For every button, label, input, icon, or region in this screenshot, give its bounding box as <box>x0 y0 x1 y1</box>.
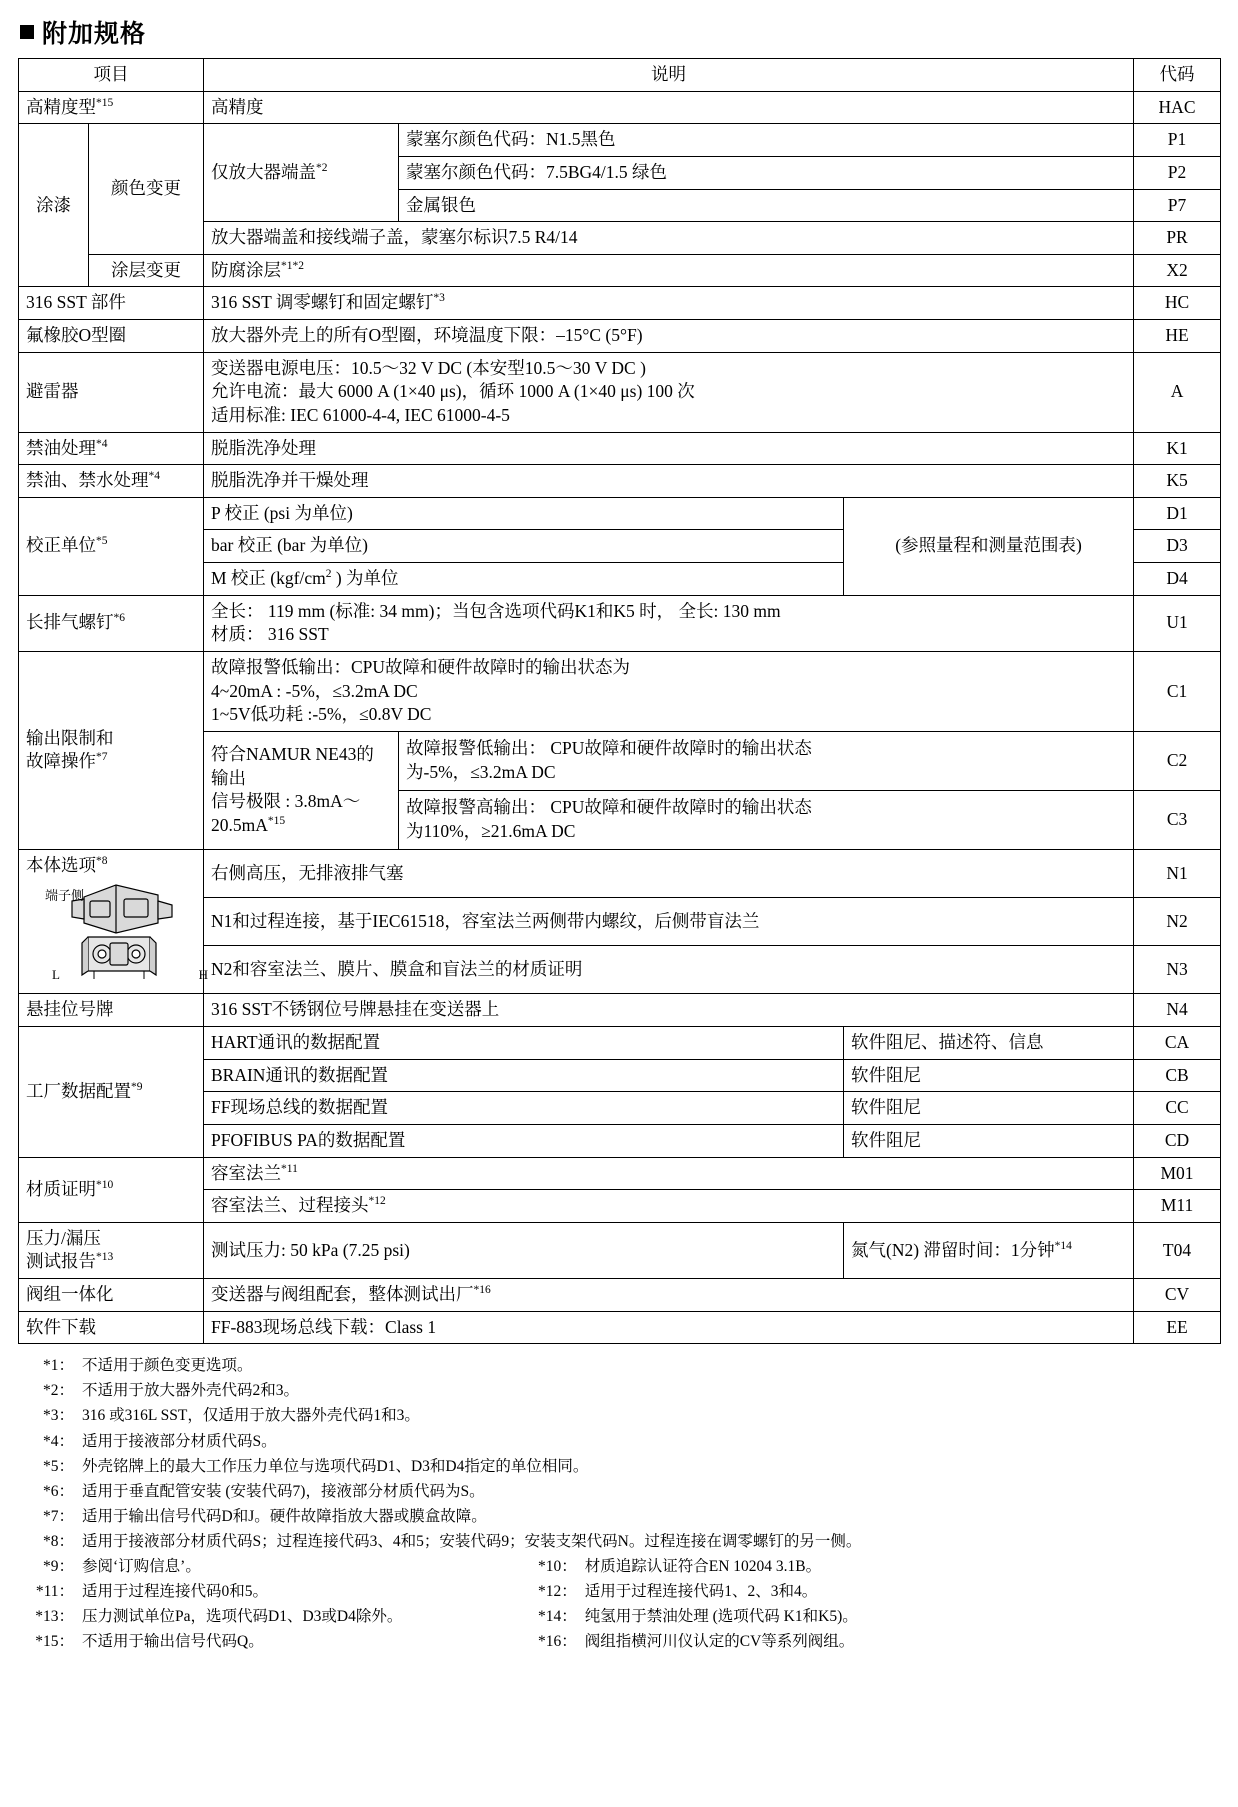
table-row <box>19 1027 1221 1060</box>
col-header-item: 项目 <box>19 59 204 92</box>
row-desc-software: FF-883现场总线下载：Class 1 <box>204 1311 1134 1344</box>
footnote-text: 材质追踪认证符合EN 10204 3.1B。 <box>584 1558 822 1576</box>
row-code-hac: HAC <box>1134 91 1221 124</box>
row-item-factory-config: 工厂数据配置$^{*9}$ <box>19 1027 204 1158</box>
row-desc-n3: N2和容室法兰、膜片、膜盒和盲法兰的材质证明 <box>204 946 1134 994</box>
footnote-text: 适用于过程连接代码1、2、3和4。 <box>584 1583 818 1601</box>
table-row <box>19 254 1221 287</box>
footnote-label: *10： <box>538 1558 577 1576</box>
row-desc-amp-cover: 仅放大器端盖$^{*2}$ <box>204 124 399 222</box>
footnote-text: 适用于接液部分材质代码S；过程连接代码3、4和5；安装代码9；安装支架代码N。过程连接在调零螺钉的另一侧。 <box>82 1533 862 1551</box>
row-desc-n2: N1和过程连接，基于IEC61518，容室法兰两侧带内螺纹，后侧带盲法兰 <box>204 897 1134 945</box>
row-desc-m01: 容室法兰$^{*11}$ <box>204 1157 1134 1190</box>
diagram-label-terminal-side: 端子侧 <box>44 888 84 904</box>
table-row <box>19 320 1221 353</box>
table-row <box>19 352 1221 432</box>
row-desc-k1: 脱脂洗净处理 <box>204 432 1134 465</box>
footnote-label: *5： <box>42 1457 74 1475</box>
additional-spec-table <box>18 58 1221 1344</box>
row-code-p7: P7 <box>1134 189 1221 222</box>
row-desc-oring: 放大器外壳上的所有O型圈，环境温度下限：–15°C (5°F) <box>204 320 1134 353</box>
row-desc-p7: 金属银色 <box>399 189 1134 222</box>
row-desc-pressure-right: 氮气(N2) 滞留时间：1分钟$^{*14}$ <box>844 1222 1134 1278</box>
row-desc-n1: 右侧高压，无排液排气塞 <box>204 849 1134 897</box>
row-code-p1: P1 <box>1134 124 1221 157</box>
footnote <box>18 1504 1220 1529</box>
row-desc-cd-right: 软件阻尼 <box>844 1124 1134 1157</box>
row-item-pressure-test: 压力/漏压 测试报告$^{*13}$ <box>19 1222 204 1278</box>
table-row <box>19 91 1221 124</box>
footnote-label: *11： <box>35 1583 74 1601</box>
row-desc-d1: P 校正 (psi 为单位) <box>204 497 844 530</box>
row-desc-cb: BRAIN通讯的数据配置 <box>204 1059 844 1092</box>
diagram-label-H: H <box>198 966 208 982</box>
row-desc-316sst: 316 SST 调零螺钉和固定螺钉$^{*3}$ <box>204 287 1134 320</box>
footnote-text: 适用于接液部分材质代码S。 <box>82 1432 277 1450</box>
footnote <box>18 1529 1220 1554</box>
footnote-text: 不适用于放大器外壳代码2和3。 <box>82 1382 300 1400</box>
row-code-pressure: T04 <box>1134 1222 1221 1278</box>
row-code-316sst: HC <box>1134 287 1221 320</box>
row-code-d4: D4 <box>1134 563 1221 596</box>
footnote-label: *3： <box>42 1407 74 1425</box>
bullet-square-icon <box>20 25 34 39</box>
row-desc-ca-right: 软件阻尼、描述符、信息 <box>844 1027 1134 1060</box>
row-code-x2: X2 <box>1134 254 1221 287</box>
footnote-label: *8： <box>42 1533 74 1551</box>
row-code-valve: CV <box>1134 1279 1221 1312</box>
table-row <box>19 849 1221 897</box>
row-code-k1: K1 <box>1134 432 1221 465</box>
row-desc-namur: 符合NAMUR NE43的输出 信号极限 : $3.8mA\sim 20.5mA^{*15}$ <box>204 731 399 849</box>
row-desc-p2: 蒙塞尔颜色代码：7.5BG4/1.5 绿色 <box>399 156 1134 189</box>
footnotes <box>18 1353 1220 1654</box>
row-code-n1: N1 <box>1134 849 1221 897</box>
row-desc-vent-screw: 全长： 119 mm (标准: 34 mm)；当包含选项代码K1和K5 时， 全长: 130 mm 材质： 316 SST <box>204 595 1134 651</box>
row-item-vent-screw: 长排气螺钉$^{*6}$ <box>19 595 204 651</box>
row-code-c3: C3 <box>1134 790 1221 849</box>
row-item-cal-unit: 校正单位$^{*5}$ <box>19 497 204 595</box>
row-code-m11: M11 <box>1134 1190 1221 1223</box>
row-desc-cb-right: 软件阻尼 <box>844 1059 1134 1092</box>
table-row <box>19 595 1221 651</box>
row-desc-pr: 放大器端盖和接线端子盖，蒙塞尔标识7.5 R4/14 <box>204 222 1134 255</box>
footnote-label: *16： <box>538 1633 577 1651</box>
row-code-arrester: A <box>1134 352 1221 432</box>
row-code-k5: K5 <box>1134 465 1221 498</box>
row-item-output-limit: 输出限制和 故障操作$^{*7}$ <box>19 651 204 849</box>
row-desc-pressure-left: 测试压力: 50 kPa (7.25 psi) <box>204 1222 844 1278</box>
footnote-label: *15： <box>35 1633 74 1651</box>
footnote-text: 外壳铭牌上的最大工作压力单位与选项代码D1、D3和D4指定的单位相同。 <box>82 1457 589 1475</box>
footnote-pair <box>18 1604 1220 1629</box>
page-title-text: 附加规格 <box>42 21 147 48</box>
row-code-vent-screw: U1 <box>1134 595 1221 651</box>
row-desc-arrester: 变送器电源电压：10.5～32 V DC (本安型10.5～30 V DC ) 允许电流：最大 6000 A (1×40 μs)，循环 1000 A (1×40 μs) 100 次 适用标准: IEC 61000-4-4, IEC 61000-4-5 <box>204 352 1134 432</box>
row-desc-tag-plate: 316 SST不锈钢位号牌悬挂在变送器上 <box>204 994 1134 1027</box>
footnote <box>18 1479 1220 1504</box>
footnote-label: *1： <box>42 1357 74 1375</box>
row-desc-cc-right: 软件阻尼 <box>844 1092 1134 1125</box>
footnote-text: 适用于输出信号代码D和J。硬件故障指放大器或膜盒故障。 <box>82 1507 487 1525</box>
footnote-text: 不适用于输出信号代码Q。 <box>82 1633 264 1651</box>
footnote-label: *6： <box>42 1482 74 1500</box>
row-desc-cd: PFOFIBUS PA的数据配置 <box>204 1124 844 1157</box>
row-desc-d4: M 校正 ($kgf/cm^2$ ) 为单位 <box>204 563 844 596</box>
table-row <box>19 465 1221 498</box>
table-row <box>19 994 1221 1027</box>
row-subitem-color-change: 颜色变更 <box>89 124 204 255</box>
table-row <box>19 287 1221 320</box>
footnote <box>18 1403 1220 1428</box>
row-desc-m11: 容室法兰、过程接头$^{*12}$ <box>204 1190 1134 1223</box>
table-row <box>19 124 1221 157</box>
footnote-pair <box>18 1579 1220 1604</box>
row-desc-hac: 高精度 <box>204 91 1134 124</box>
footnote-text: 适用于过程连接代码0和5。 <box>82 1583 269 1601</box>
footnote-text: 压力测试单位Pa，选项代码D1、D3或D4除外。 <box>82 1608 403 1626</box>
footnote-pair <box>18 1629 1220 1654</box>
row-desc-x2: 防腐涂层$^{*1*2}$ <box>204 254 1134 287</box>
row-code-ca: CA <box>1134 1027 1221 1060</box>
row-desc-valve: 变送器与阀组配套，整体测试出厂$^{*16}$ <box>204 1279 1134 1312</box>
table-row <box>19 1157 1221 1190</box>
footnote <box>18 1454 1220 1479</box>
table-row <box>19 432 1221 465</box>
footnote-label: *9： <box>42 1558 74 1576</box>
row-desc-ca: HART通讯的数据配置 <box>204 1027 844 1060</box>
row-item-valve: 阀组一体化 <box>19 1279 204 1312</box>
table-row <box>19 651 1221 731</box>
row-code-n2: N2 <box>1134 897 1221 945</box>
row-code-d3: D3 <box>1134 530 1221 563</box>
footnote-text: 适用于垂直配管安装 (安装代码7)，接液部分材质代码为S。 <box>82 1482 485 1500</box>
row-item-k1: 禁油处理$^{*4}$ <box>19 432 204 465</box>
table-row <box>19 1222 1221 1278</box>
footnote-label: *7： <box>42 1507 74 1525</box>
transmitter-body-diagram <box>26 879 208 989</box>
footnote-text: 纯氢用于禁油处理 (选项代码 K1和K5)。 <box>584 1608 858 1626</box>
col-header-code: 代码 <box>1134 59 1221 92</box>
row-item-316sst: 316 SST 部件 <box>19 287 204 320</box>
row-desc-k5: 脱脂洗净并干燥处理 <box>204 465 1134 498</box>
footnote <box>18 1429 1220 1454</box>
row-item-material-cert: 材质证明$^{*10}$ <box>19 1157 204 1222</box>
row-item-oring: 氟橡胶O型圈 <box>19 320 204 353</box>
diagram-label-L: L <box>52 966 60 982</box>
row-code-cb: CB <box>1134 1059 1221 1092</box>
row-code-software: EE <box>1134 1311 1221 1344</box>
footnote-pair <box>18 1554 1220 1579</box>
footnote-text: 参阅‘订购信息’。 <box>82 1558 201 1576</box>
row-code-d1: D1 <box>1134 497 1221 530</box>
row-subitem-coating-change: 涂层变更 <box>89 254 204 287</box>
footnote-label: *12： <box>538 1583 577 1601</box>
row-code-c1: C1 <box>1134 651 1221 731</box>
row-code-oring: HE <box>1134 320 1221 353</box>
row-code-cc: CC <box>1134 1092 1221 1125</box>
row-code-tag-plate: N4 <box>1134 994 1221 1027</box>
row-item-hac: 高精度型$^{*15}$ <box>19 91 204 124</box>
footnote-label: *4： <box>42 1432 74 1450</box>
footnote-text: 不适用于颜色变更选项。 <box>82 1357 253 1375</box>
col-header-description: 说明 <box>204 59 1134 92</box>
footnote-label: *13： <box>35 1608 74 1626</box>
page-title <box>20 14 1220 50</box>
row-code-n3: N3 <box>1134 946 1221 994</box>
footnote-text: 316 或316L SST，仅适用于放大器外壳代码1和3。 <box>82 1407 420 1425</box>
row-item-k5: 禁油、禁水处理$^{*4}$ <box>19 465 204 498</box>
footnote-label: *2： <box>42 1382 74 1400</box>
row-code-m01: M01 <box>1134 1157 1221 1190</box>
row-desc-p1: 蒙塞尔颜色代码：N1.5黑色 <box>399 124 1134 157</box>
footnote-text: 阀组指横河川仪认定的CV等系列阀组。 <box>584 1633 855 1651</box>
footnote <box>18 1378 1220 1403</box>
row-code-pr: PR <box>1134 222 1221 255</box>
row-desc-cc: FF现场总线的数据配置 <box>204 1092 844 1125</box>
row-code-cd: CD <box>1134 1124 1221 1157</box>
table-row <box>19 1311 1221 1344</box>
row-desc-c3: 故障报警高输出： CPU故障和硬件故障时的输出状态 为110%，≥21.6mA DC <box>399 790 1134 849</box>
row-item-arrester: 避雷器 <box>19 352 204 432</box>
row-code-c2: C2 <box>1134 731 1221 790</box>
row-item-body-option: 本体选项$^{*8}$ 端子侧 L H <box>19 849 204 994</box>
row-code-p2: P2 <box>1134 156 1221 189</box>
table-header-row <box>19 59 1221 92</box>
table-row <box>19 497 1221 530</box>
row-desc-c1: 故障报警低输出：CPU故障和硬件故障时的输出状态为 4~20mA : -5%，≤3.2mA DC 1~5V低功耗 :-5%，≤0.8V DC <box>204 651 1134 731</box>
table-row <box>19 1279 1221 1312</box>
row-item-paint: 涂漆 <box>19 124 89 287</box>
row-item-tag-plate: 悬挂位号牌 <box>19 994 204 1027</box>
row-desc-c2: 故障报警低输出： CPU故障和硬件故障时的输出状态 为-5%，≤3.2mA DC <box>399 731 1134 790</box>
row-item-software: 软件下载 <box>19 1311 204 1344</box>
row-note-cal-range: (参照量程和测量范围表) <box>844 497 1134 595</box>
footnote <box>18 1353 1220 1378</box>
row-desc-d3: bar 校正 (bar 为单位) <box>204 530 844 563</box>
footnote-label: *14： <box>538 1608 577 1626</box>
